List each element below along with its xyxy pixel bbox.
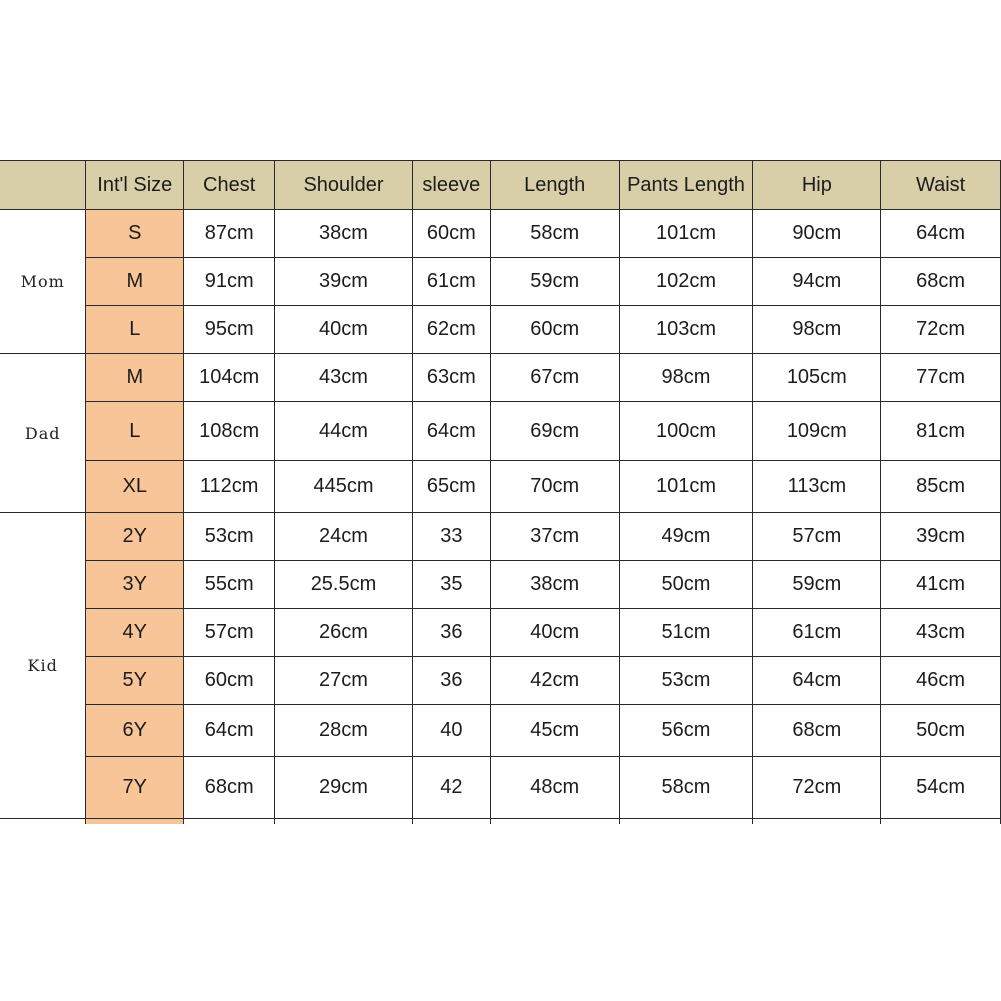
measurement-cell: 33 bbox=[412, 513, 490, 561]
measurement-cell: 102cm bbox=[619, 258, 753, 306]
measurement-cell: 53cm bbox=[184, 513, 275, 561]
header-corner bbox=[0, 161, 86, 210]
size-chart-body bbox=[0, 210, 1001, 825]
size-cell: L bbox=[86, 306, 184, 354]
header-intl-size: Int'l Size bbox=[86, 161, 184, 210]
measurement-cell: 64cm bbox=[184, 705, 275, 757]
measurement-cell: 62cm bbox=[412, 306, 490, 354]
measurement-cell: 101cm bbox=[619, 210, 753, 258]
measurement-cell: 68cm bbox=[881, 258, 1001, 306]
measurement-cell: 77cm bbox=[881, 354, 1001, 402]
size-cell: 6Y bbox=[86, 705, 184, 757]
measurement-cell: 57cm bbox=[184, 609, 275, 657]
group-label: Dad bbox=[0, 354, 86, 513]
size-cell: M bbox=[86, 354, 184, 402]
table-row bbox=[0, 354, 1001, 402]
measurement-cell: 24cm bbox=[275, 513, 413, 561]
size-cell bbox=[86, 819, 184, 825]
size-cell: 2Y bbox=[86, 513, 184, 561]
size-cell: 5Y bbox=[86, 657, 184, 705]
measurement-cell: 27cm bbox=[275, 657, 413, 705]
measurement-cell: 48cm bbox=[490, 757, 619, 819]
measurement-cell: 85cm bbox=[881, 461, 1001, 513]
measurement-cell bbox=[412, 819, 490, 825]
measurement-cell: 105cm bbox=[753, 354, 881, 402]
measurement-cell: 63cm bbox=[412, 354, 490, 402]
measurement-cell: 37cm bbox=[490, 513, 619, 561]
measurement-cell: 60cm bbox=[412, 210, 490, 258]
measurement-cell: 68cm bbox=[184, 757, 275, 819]
table-row bbox=[0, 306, 1001, 354]
measurement-cell bbox=[275, 819, 413, 825]
table-row bbox=[0, 561, 1001, 609]
measurement-cell bbox=[753, 819, 881, 825]
measurement-cell: 91cm bbox=[184, 258, 275, 306]
group-label: Mom bbox=[0, 210, 86, 354]
measurement-cell: 64cm bbox=[753, 657, 881, 705]
table-row-partial bbox=[0, 819, 1001, 825]
measurement-cell: 58cm bbox=[619, 757, 753, 819]
measurement-cell: 46cm bbox=[881, 657, 1001, 705]
measurement-cell: 61cm bbox=[412, 258, 490, 306]
measurement-cell: 58cm bbox=[490, 210, 619, 258]
measurement-cell bbox=[881, 819, 1001, 825]
measurement-cell: 59cm bbox=[753, 561, 881, 609]
table-row bbox=[0, 461, 1001, 513]
measurement-cell: 43cm bbox=[275, 354, 413, 402]
table-row bbox=[0, 402, 1001, 461]
measurement-cell: 43cm bbox=[881, 609, 1001, 657]
measurement-cell: 38cm bbox=[490, 561, 619, 609]
measurement-cell: 108cm bbox=[184, 402, 275, 461]
header-chest: Chest bbox=[184, 161, 275, 210]
measurement-cell: 64cm bbox=[412, 402, 490, 461]
size-cell: 4Y bbox=[86, 609, 184, 657]
size-cell: 7Y bbox=[86, 757, 184, 819]
measurement-cell: 50cm bbox=[881, 705, 1001, 757]
header-row bbox=[0, 161, 1001, 210]
size-cell: S bbox=[86, 210, 184, 258]
header-pants-length: Pants Length bbox=[619, 161, 753, 210]
size-cell: L bbox=[86, 402, 184, 461]
measurement-cell: 25.5cm bbox=[275, 561, 413, 609]
measurement-cell: 94cm bbox=[753, 258, 881, 306]
measurement-cell: 101cm bbox=[619, 461, 753, 513]
measurement-cell: 72cm bbox=[753, 757, 881, 819]
measurement-cell bbox=[619, 819, 753, 825]
measurement-cell bbox=[0, 819, 86, 825]
header-length: Length bbox=[490, 161, 619, 210]
measurement-cell: 40cm bbox=[490, 609, 619, 657]
measurement-cell: 53cm bbox=[619, 657, 753, 705]
table-row bbox=[0, 513, 1001, 561]
measurement-cell: 59cm bbox=[490, 258, 619, 306]
measurement-cell: 42cm bbox=[490, 657, 619, 705]
measurement-cell: 445cm bbox=[275, 461, 413, 513]
measurement-cell: 72cm bbox=[881, 306, 1001, 354]
header-hip: Hip bbox=[753, 161, 881, 210]
measurement-cell: 45cm bbox=[490, 705, 619, 757]
measurement-cell bbox=[184, 819, 275, 825]
size-cell: 3Y bbox=[86, 561, 184, 609]
measurement-cell: 50cm bbox=[619, 561, 753, 609]
measurement-cell: 41cm bbox=[881, 561, 1001, 609]
size-cell: M bbox=[86, 258, 184, 306]
measurement-cell: 29cm bbox=[275, 757, 413, 819]
table-row bbox=[0, 657, 1001, 705]
measurement-cell: 36 bbox=[412, 657, 490, 705]
measurement-cell: 113cm bbox=[753, 461, 881, 513]
measurement-cell: 26cm bbox=[275, 609, 413, 657]
measurement-cell: 39cm bbox=[275, 258, 413, 306]
table-row bbox=[0, 258, 1001, 306]
measurement-cell: 42 bbox=[412, 757, 490, 819]
measurement-cell bbox=[490, 819, 619, 825]
measurement-cell: 44cm bbox=[275, 402, 413, 461]
measurement-cell: 35 bbox=[412, 561, 490, 609]
measurement-cell: 56cm bbox=[619, 705, 753, 757]
measurement-cell: 65cm bbox=[412, 461, 490, 513]
measurement-cell: 98cm bbox=[619, 354, 753, 402]
measurement-cell: 98cm bbox=[753, 306, 881, 354]
measurement-cell: 68cm bbox=[753, 705, 881, 757]
measurement-cell: 103cm bbox=[619, 306, 753, 354]
table-row bbox=[0, 609, 1001, 657]
table-row bbox=[0, 210, 1001, 258]
measurement-cell: 81cm bbox=[881, 402, 1001, 461]
measurement-cell: 38cm bbox=[275, 210, 413, 258]
measurement-cell: 40 bbox=[412, 705, 490, 757]
size-cell: XL bbox=[86, 461, 184, 513]
measurement-cell: 112cm bbox=[184, 461, 275, 513]
measurement-cell: 67cm bbox=[490, 354, 619, 402]
group-label: Kid bbox=[0, 513, 86, 819]
measurement-cell: 55cm bbox=[184, 561, 275, 609]
measurement-cell: 57cm bbox=[753, 513, 881, 561]
measurement-cell: 64cm bbox=[881, 210, 1001, 258]
measurement-cell: 104cm bbox=[184, 354, 275, 402]
measurement-cell: 39cm bbox=[881, 513, 1001, 561]
measurement-cell: 51cm bbox=[619, 609, 753, 657]
header-shoulder: Shoulder bbox=[275, 161, 413, 210]
size-chart-table bbox=[0, 160, 1001, 824]
measurement-cell: 69cm bbox=[490, 402, 619, 461]
header-sleeve: sleeve bbox=[412, 161, 490, 210]
measurement-cell: 60cm bbox=[184, 657, 275, 705]
measurement-cell: 87cm bbox=[184, 210, 275, 258]
measurement-cell: 28cm bbox=[275, 705, 413, 757]
table-row bbox=[0, 757, 1001, 819]
measurement-cell: 40cm bbox=[275, 306, 413, 354]
table-row bbox=[0, 705, 1001, 757]
measurement-cell: 70cm bbox=[490, 461, 619, 513]
measurement-cell: 61cm bbox=[753, 609, 881, 657]
measurement-cell: 100cm bbox=[619, 402, 753, 461]
measurement-cell: 60cm bbox=[490, 306, 619, 354]
measurement-cell: 36 bbox=[412, 609, 490, 657]
measurement-cell: 90cm bbox=[753, 210, 881, 258]
measurement-cell: 109cm bbox=[753, 402, 881, 461]
header-waist: Waist bbox=[881, 161, 1001, 210]
measurement-cell: 54cm bbox=[881, 757, 1001, 819]
measurement-cell: 95cm bbox=[184, 306, 275, 354]
measurement-cell: 49cm bbox=[619, 513, 753, 561]
